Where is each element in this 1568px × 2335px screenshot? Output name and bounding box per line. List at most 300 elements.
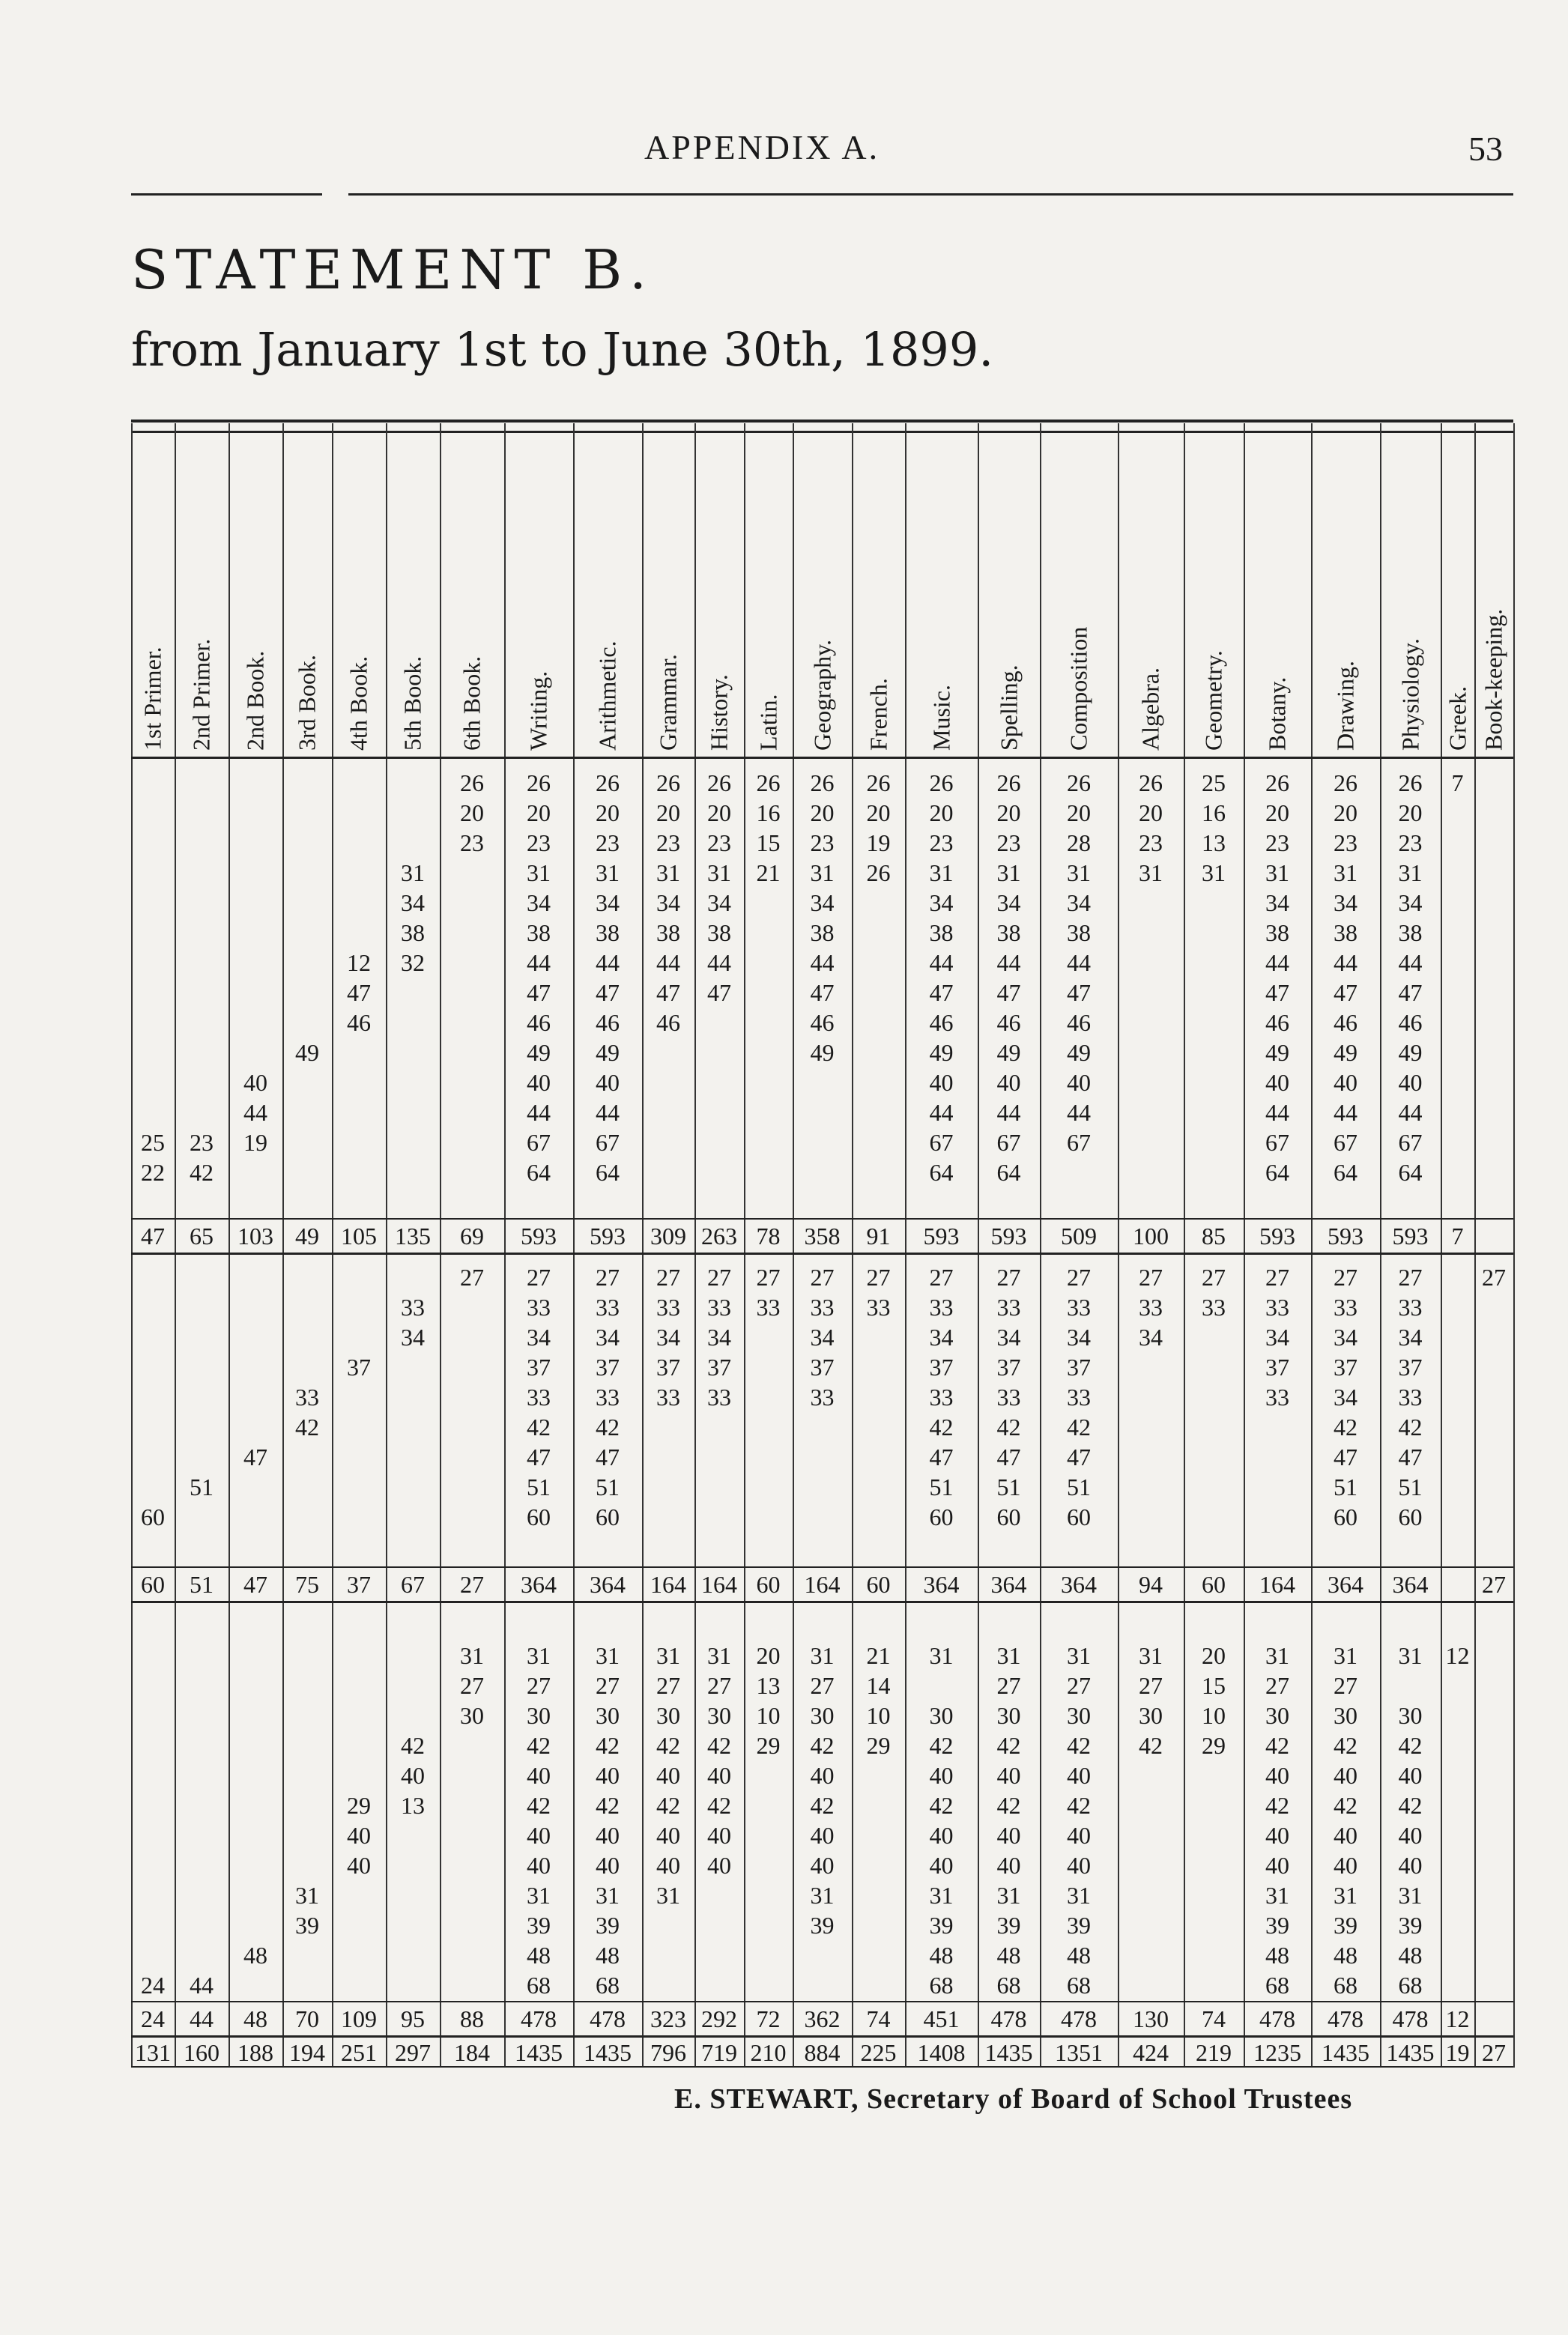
table-cell: 19 bbox=[243, 1129, 267, 1156]
table-cell: 31 bbox=[1398, 1882, 1423, 1909]
table-cell: 47 bbox=[996, 1444, 1021, 1471]
table-cell: 46 bbox=[596, 1009, 620, 1036]
table-cell: 38 bbox=[527, 919, 551, 946]
table-cell: 42 bbox=[1398, 1732, 1423, 1759]
table-cell: 40 bbox=[1265, 1762, 1289, 1789]
table-cell: 44 bbox=[656, 949, 680, 976]
table-cell: 33 bbox=[1067, 1384, 1091, 1411]
table-cell: 34 bbox=[527, 889, 551, 916]
table-cell: 34 bbox=[707, 1324, 731, 1351]
section-total: 74 bbox=[866, 2005, 891, 2032]
table-cell: 12 bbox=[1445, 1642, 1470, 1669]
table-cell: 40 bbox=[929, 1069, 954, 1096]
table-cell: 23 bbox=[1398, 829, 1423, 856]
table-cell: 33 bbox=[656, 1294, 680, 1321]
table-cell: 42 bbox=[401, 1732, 425, 1759]
table-cell: 33 bbox=[996, 1384, 1021, 1411]
table-cell: 40 bbox=[1265, 1852, 1289, 1879]
grand-total: 884 bbox=[804, 2039, 841, 2066]
table-cell: 31 bbox=[929, 1882, 954, 1909]
table-cell: 27 bbox=[929, 1264, 954, 1291]
column-header bbox=[504, 423, 573, 757]
table-cell: 20 bbox=[1398, 799, 1423, 826]
table-cell: 27 bbox=[656, 1672, 680, 1699]
table-cell: 49 bbox=[1398, 1039, 1423, 1066]
table-cell: 68 bbox=[596, 1972, 620, 1999]
table-cell: 67 bbox=[1398, 1129, 1423, 1156]
table-cell: 42 bbox=[1067, 1414, 1091, 1441]
grand-total: 184 bbox=[454, 2039, 490, 2066]
table-cell: 23 bbox=[707, 829, 731, 856]
statement-period: from January 1st to June 30th, 1899. bbox=[131, 322, 994, 377]
table-cell: 20 bbox=[1067, 799, 1091, 826]
table-cell: 29 bbox=[1202, 1732, 1226, 1759]
table-cell: 40 bbox=[929, 1762, 954, 1789]
table-cell: 67 bbox=[929, 1129, 954, 1156]
row-divider bbox=[131, 1218, 1513, 1220]
table-cell: 49 bbox=[929, 1039, 954, 1066]
column-header bbox=[1441, 423, 1474, 757]
column-header-label: Physiology. bbox=[1396, 638, 1423, 751]
table-cell: 39 bbox=[596, 1912, 620, 1939]
table-cell: 38 bbox=[1265, 919, 1289, 946]
table-cell: 34 bbox=[707, 889, 731, 916]
table-cell: 46 bbox=[1067, 1009, 1091, 1036]
table-cell: 26 bbox=[596, 769, 620, 796]
table-cell: 40 bbox=[810, 1822, 835, 1849]
table-cell: 44 bbox=[1265, 1099, 1289, 1126]
section-total: 72 bbox=[756, 2005, 781, 2032]
table-cell: 34 bbox=[596, 889, 620, 916]
table-cell: 37 bbox=[527, 1354, 551, 1381]
table-cell: 34 bbox=[1265, 889, 1289, 916]
table-cell: 20 bbox=[460, 799, 484, 826]
table-cell: 67 bbox=[1265, 1129, 1289, 1156]
table-cell: 40 bbox=[810, 1762, 835, 1789]
table-cell: 46 bbox=[810, 1009, 835, 1036]
section-total: 364 bbox=[923, 1571, 960, 1598]
table-cell: 64 bbox=[527, 1159, 551, 1186]
table-cell: 26 bbox=[1398, 769, 1423, 796]
table-cell: 34 bbox=[1067, 1324, 1091, 1351]
table-cell: 42 bbox=[1139, 1732, 1163, 1759]
table-cell: 38 bbox=[1334, 919, 1357, 946]
table-cell: 38 bbox=[656, 919, 680, 946]
table-cell: 31 bbox=[1139, 859, 1163, 886]
table-cell: 34 bbox=[1334, 1384, 1357, 1411]
table-cell: 20 bbox=[527, 799, 551, 826]
section-total: 60 bbox=[1202, 1571, 1226, 1598]
table-cell: 34 bbox=[1334, 1324, 1357, 1351]
table-cell: 27 bbox=[996, 1672, 1021, 1699]
table-cell: 40 bbox=[810, 1852, 835, 1879]
table-cell: 31 bbox=[996, 1642, 1021, 1669]
table-cell: 40 bbox=[596, 1069, 620, 1096]
section-total: 364 bbox=[1061, 1571, 1097, 1598]
table-cell: 40 bbox=[1067, 1822, 1091, 1849]
table-cell: 46 bbox=[1265, 1009, 1289, 1036]
table-cell: 44 bbox=[1398, 949, 1423, 976]
table-cell: 26 bbox=[810, 769, 835, 796]
table-cell: 16 bbox=[756, 799, 781, 826]
column-header bbox=[1380, 423, 1441, 757]
table-cell: 67 bbox=[1067, 1129, 1091, 1156]
table-cell: 47 bbox=[596, 979, 620, 1006]
table-cell: 27 bbox=[656, 1264, 680, 1291]
table-cell: 42 bbox=[527, 1414, 551, 1441]
section-total: 105 bbox=[341, 1223, 377, 1250]
column-header bbox=[1474, 423, 1513, 757]
table-cell: 30 bbox=[527, 1702, 551, 1729]
grand-total: 219 bbox=[1196, 2039, 1232, 2066]
table-cell: 33 bbox=[596, 1294, 620, 1321]
table-cell: 26 bbox=[1139, 769, 1163, 796]
section-total: 593 bbox=[923, 1223, 960, 1250]
table-cell: 37 bbox=[596, 1354, 620, 1381]
table-cell: 31 bbox=[929, 1642, 954, 1669]
table-cell: 24 bbox=[141, 1972, 165, 1999]
table-cell: 37 bbox=[810, 1354, 835, 1381]
table-cell: 42 bbox=[810, 1732, 835, 1759]
section-total: 593 bbox=[1392, 1223, 1429, 1250]
section-total: 478 bbox=[1392, 2005, 1429, 2032]
table-cell: 27 bbox=[1139, 1264, 1163, 1291]
table-cell: 68 bbox=[1334, 1972, 1357, 1999]
section-total: 60 bbox=[141, 1571, 165, 1598]
column-header-label: 1st Primer. bbox=[139, 646, 166, 751]
table-cell: 40 bbox=[596, 1762, 620, 1789]
table-cell: 49 bbox=[1265, 1039, 1289, 1066]
table-cell: 48 bbox=[1067, 1942, 1091, 1969]
table-cell: 33 bbox=[929, 1294, 954, 1321]
column-header bbox=[1184, 423, 1244, 757]
table-cell: 40 bbox=[1265, 1822, 1289, 1849]
table-cell: 40 bbox=[656, 1822, 680, 1849]
table-cell: 40 bbox=[707, 1852, 731, 1879]
page-number: 53 bbox=[1468, 130, 1503, 168]
table-cell: 31 bbox=[1265, 859, 1289, 886]
section-total: 74 bbox=[1202, 2005, 1226, 2032]
table-cell: 44 bbox=[929, 949, 954, 976]
table-cell: 30 bbox=[1334, 1702, 1357, 1729]
table-cell: 10 bbox=[1202, 1702, 1226, 1729]
table-cell: 68 bbox=[929, 1972, 954, 1999]
table-cell: 51 bbox=[596, 1474, 620, 1500]
table-cell: 33 bbox=[527, 1384, 551, 1411]
table-cell: 27 bbox=[527, 1672, 551, 1699]
table-cell: 13 bbox=[401, 1792, 425, 1819]
table-cell: 37 bbox=[1334, 1354, 1357, 1381]
grand-total: 1435 bbox=[1386, 2039, 1435, 2066]
table-cell: 34 bbox=[1139, 1324, 1163, 1351]
table-cell: 34 bbox=[656, 889, 680, 916]
table-cell: 44 bbox=[1067, 949, 1091, 976]
table-cell: 37 bbox=[996, 1354, 1021, 1381]
column-header-label: History. bbox=[705, 674, 733, 751]
table-cell: 27 bbox=[1139, 1672, 1163, 1699]
table-cell: 34 bbox=[401, 1324, 425, 1351]
table-cell: 33 bbox=[1398, 1294, 1423, 1321]
table-cell: 46 bbox=[656, 1009, 680, 1036]
grand-total: 1408 bbox=[917, 2039, 966, 2066]
section-total: 323 bbox=[650, 2005, 686, 2032]
table-cell: 64 bbox=[996, 1159, 1021, 1186]
row-divider bbox=[131, 1253, 1513, 1255]
column-header bbox=[793, 423, 852, 757]
table-cell: 44 bbox=[810, 949, 835, 976]
table-cell: 30 bbox=[929, 1702, 954, 1729]
table-cell: 10 bbox=[756, 1702, 781, 1729]
table-cell: 48 bbox=[1398, 1942, 1423, 1969]
table-cell: 31 bbox=[810, 1882, 835, 1909]
column-header-label: Botany. bbox=[1263, 676, 1291, 751]
table-cell: 51 bbox=[527, 1474, 551, 1500]
table-cell: 40 bbox=[527, 1822, 551, 1849]
table-cell: 13 bbox=[1202, 829, 1226, 856]
table-cell: 42 bbox=[656, 1732, 680, 1759]
table-cell: 30 bbox=[656, 1702, 680, 1729]
table-cell: 47 bbox=[1265, 979, 1289, 1006]
section-total: 88 bbox=[460, 2005, 484, 2032]
table-cell: 21 bbox=[756, 859, 781, 886]
section-total: 27 bbox=[460, 1571, 484, 1598]
table-cell: 67 bbox=[1334, 1129, 1357, 1156]
column-header bbox=[642, 423, 694, 757]
table-cell: 33 bbox=[656, 1384, 680, 1411]
table-cell: 31 bbox=[460, 1642, 484, 1669]
column-header bbox=[175, 423, 228, 757]
table-cell: 40 bbox=[1334, 1762, 1357, 1789]
section-total: 47 bbox=[141, 1223, 165, 1250]
section-total: 67 bbox=[401, 1571, 425, 1598]
table-cell: 26 bbox=[866, 769, 891, 796]
table-cell: 40 bbox=[347, 1852, 371, 1879]
column-header-label: Geography. bbox=[808, 639, 835, 751]
table-cell: 31 bbox=[1067, 859, 1091, 886]
grand-total: 160 bbox=[184, 2039, 220, 2066]
section-total: 44 bbox=[190, 2005, 214, 2032]
section-total: 478 bbox=[590, 2005, 626, 2032]
row-divider bbox=[131, 2001, 1513, 2002]
table-cell: 48 bbox=[596, 1942, 620, 1969]
table-cell: 47 bbox=[1334, 979, 1357, 1006]
column-header-label: Music. bbox=[927, 685, 954, 751]
table-cell: 68 bbox=[996, 1972, 1021, 1999]
table-cell: 31 bbox=[707, 1642, 731, 1669]
table-cell: 40 bbox=[527, 1069, 551, 1096]
table-cell: 38 bbox=[401, 919, 425, 946]
table-cell: 60 bbox=[141, 1503, 165, 1530]
table-cell: 42 bbox=[656, 1792, 680, 1819]
table-cell: 60 bbox=[596, 1503, 620, 1530]
table-cell: 31 bbox=[1202, 859, 1226, 886]
grand-total: 19 bbox=[1445, 2039, 1470, 2066]
table-cell: 27 bbox=[1398, 1264, 1423, 1291]
table-cell: 44 bbox=[190, 1972, 214, 1999]
table-cell: 14 bbox=[866, 1672, 891, 1699]
section-total: 164 bbox=[650, 1571, 686, 1598]
table-cell: 42 bbox=[996, 1792, 1021, 1819]
table-cell: 47 bbox=[929, 979, 954, 1006]
table-cell: 49 bbox=[596, 1039, 620, 1066]
table-cell: 33 bbox=[401, 1294, 425, 1321]
grand-total: 1435 bbox=[984, 2039, 1033, 2066]
table-cell: 67 bbox=[596, 1129, 620, 1156]
table-cell: 12 bbox=[347, 949, 371, 976]
column-header-label: 3rd Book. bbox=[293, 655, 321, 751]
table-cell: 40 bbox=[1334, 1822, 1357, 1849]
table-cell: 34 bbox=[1265, 1324, 1289, 1351]
table-cell: 34 bbox=[996, 1324, 1021, 1351]
table-cell: 39 bbox=[527, 1912, 551, 1939]
table-cell: 20 bbox=[810, 799, 835, 826]
table-cell: 51 bbox=[1398, 1474, 1423, 1500]
table-cell: 64 bbox=[596, 1159, 620, 1186]
table-cell: 42 bbox=[1265, 1792, 1289, 1819]
table-cell: 31 bbox=[929, 859, 954, 886]
table-cell: 60 bbox=[1398, 1503, 1423, 1530]
table-cell: 10 bbox=[866, 1702, 891, 1729]
column-header-label: Algebra. bbox=[1136, 667, 1164, 751]
table-cell: 19 bbox=[866, 829, 891, 856]
table-cell: 31 bbox=[1398, 1642, 1423, 1669]
table-cell: 44 bbox=[996, 1099, 1021, 1126]
table-cell: 33 bbox=[1067, 1294, 1091, 1321]
table-cell: 38 bbox=[596, 919, 620, 946]
table-cell: 60 bbox=[1334, 1503, 1357, 1530]
table-cell: 49 bbox=[810, 1039, 835, 1066]
section-total: 91 bbox=[866, 1223, 891, 1250]
column-header bbox=[332, 423, 386, 757]
section-total: 94 bbox=[1139, 1571, 1163, 1598]
table-cell: 37 bbox=[1067, 1354, 1091, 1381]
section-total: 78 bbox=[756, 1223, 781, 1250]
section-total: 65 bbox=[190, 1223, 214, 1250]
table-cell: 67 bbox=[527, 1129, 551, 1156]
table-cell: 51 bbox=[996, 1474, 1021, 1500]
table-cell: 34 bbox=[996, 889, 1021, 916]
table-cell: 27 bbox=[1067, 1672, 1091, 1699]
table-cell: 44 bbox=[1067, 1099, 1091, 1126]
grand-total: 1435 bbox=[584, 2039, 632, 2066]
table-cell: 31 bbox=[596, 859, 620, 886]
section-total: 309 bbox=[650, 1223, 686, 1250]
section-total: 478 bbox=[1328, 2005, 1363, 2032]
column-header-label: 5th Book. bbox=[399, 655, 426, 751]
table-cell: 44 bbox=[527, 1099, 551, 1126]
table-cell: 20 bbox=[929, 799, 954, 826]
table-cell: 33 bbox=[1265, 1294, 1289, 1321]
table-cell: 60 bbox=[527, 1503, 551, 1530]
table-cell: 44 bbox=[707, 949, 731, 976]
table-cell: 31 bbox=[527, 859, 551, 886]
running-head: APPENDIX A. bbox=[644, 128, 880, 166]
table-cell: 42 bbox=[596, 1732, 620, 1759]
table-cell: 33 bbox=[295, 1384, 319, 1411]
grand-total: 719 bbox=[701, 2039, 737, 2066]
table-cell: 46 bbox=[929, 1009, 954, 1036]
table-cell: 39 bbox=[929, 1912, 954, 1939]
grand-total: 1435 bbox=[515, 2039, 563, 2066]
column-header bbox=[131, 423, 175, 757]
table-cell: 34 bbox=[1398, 889, 1423, 916]
table-cell: 37 bbox=[1398, 1354, 1423, 1381]
table-cell: 44 bbox=[929, 1099, 954, 1126]
table-cell: 42 bbox=[190, 1159, 214, 1186]
table-cell: 31 bbox=[1398, 859, 1423, 886]
table-cell: 48 bbox=[996, 1942, 1021, 1969]
table-cell: 42 bbox=[996, 1732, 1021, 1759]
table-cell: 31 bbox=[295, 1882, 319, 1909]
section-total: 364 bbox=[1392, 1571, 1429, 1598]
table-cell: 68 bbox=[1265, 1972, 1289, 1999]
row-divider bbox=[131, 2066, 1513, 2068]
table-cell: 44 bbox=[996, 949, 1021, 976]
table-cell: 31 bbox=[996, 859, 1021, 886]
table-cell: 42 bbox=[527, 1792, 551, 1819]
table-cell: 40 bbox=[1398, 1822, 1423, 1849]
section-total: 7 bbox=[1451, 1223, 1464, 1250]
column-header-label: French. bbox=[865, 678, 892, 751]
section-total: 12 bbox=[1445, 2005, 1470, 2032]
table-cell: 42 bbox=[1067, 1732, 1091, 1759]
table-cell: 40 bbox=[1067, 1762, 1091, 1789]
header-rule-right bbox=[348, 193, 1513, 196]
column-header bbox=[905, 423, 978, 757]
column-header-label: Spelling. bbox=[995, 664, 1022, 751]
section-total: 60 bbox=[866, 1571, 891, 1598]
table-cell: 44 bbox=[1398, 1099, 1423, 1126]
grand-total: 188 bbox=[237, 2039, 273, 2066]
table-cell: 31 bbox=[1067, 1882, 1091, 1909]
table-cell: 47 bbox=[929, 1444, 954, 1471]
table-cell: 33 bbox=[707, 1294, 731, 1321]
table-cell: 30 bbox=[1067, 1702, 1091, 1729]
table-cell: 31 bbox=[1265, 1882, 1289, 1909]
table-cell: 64 bbox=[1334, 1159, 1357, 1186]
table-cell: 40 bbox=[707, 1762, 731, 1789]
table-cell: 47 bbox=[996, 979, 1021, 1006]
table-cell: 40 bbox=[1067, 1069, 1091, 1096]
table-cell: 64 bbox=[1398, 1159, 1423, 1186]
table-cell: 60 bbox=[1067, 1503, 1091, 1530]
table-cell: 40 bbox=[1067, 1852, 1091, 1879]
table-cell: 46 bbox=[996, 1009, 1021, 1036]
table-cell: 13 bbox=[756, 1672, 781, 1699]
table-cell: 27 bbox=[1334, 1672, 1357, 1699]
table-cell: 40 bbox=[347, 1822, 371, 1849]
table-cell: 39 bbox=[1265, 1912, 1289, 1939]
table-cell: 40 bbox=[656, 1762, 680, 1789]
table-cell: 31 bbox=[1334, 859, 1357, 886]
column-header-label: 2nd Book. bbox=[241, 650, 269, 751]
table-cell: 27 bbox=[810, 1264, 835, 1291]
table-cell: 34 bbox=[401, 889, 425, 916]
table-cell: 42 bbox=[1334, 1792, 1357, 1819]
table-cell: 20 bbox=[1202, 1642, 1226, 1669]
page-header bbox=[0, 127, 1568, 180]
column-header-label: Writing. bbox=[524, 670, 552, 751]
table-cell: 30 bbox=[707, 1702, 731, 1729]
grand-total: 1351 bbox=[1055, 2039, 1103, 2066]
table-cell: 33 bbox=[707, 1384, 731, 1411]
table-cell: 26 bbox=[707, 769, 731, 796]
table-cell: 31 bbox=[596, 1882, 620, 1909]
table-cell: 31 bbox=[707, 859, 731, 886]
table-cell: 51 bbox=[1334, 1474, 1357, 1500]
section-total: 593 bbox=[990, 1223, 1027, 1250]
table-cell: 27 bbox=[1482, 1264, 1506, 1291]
